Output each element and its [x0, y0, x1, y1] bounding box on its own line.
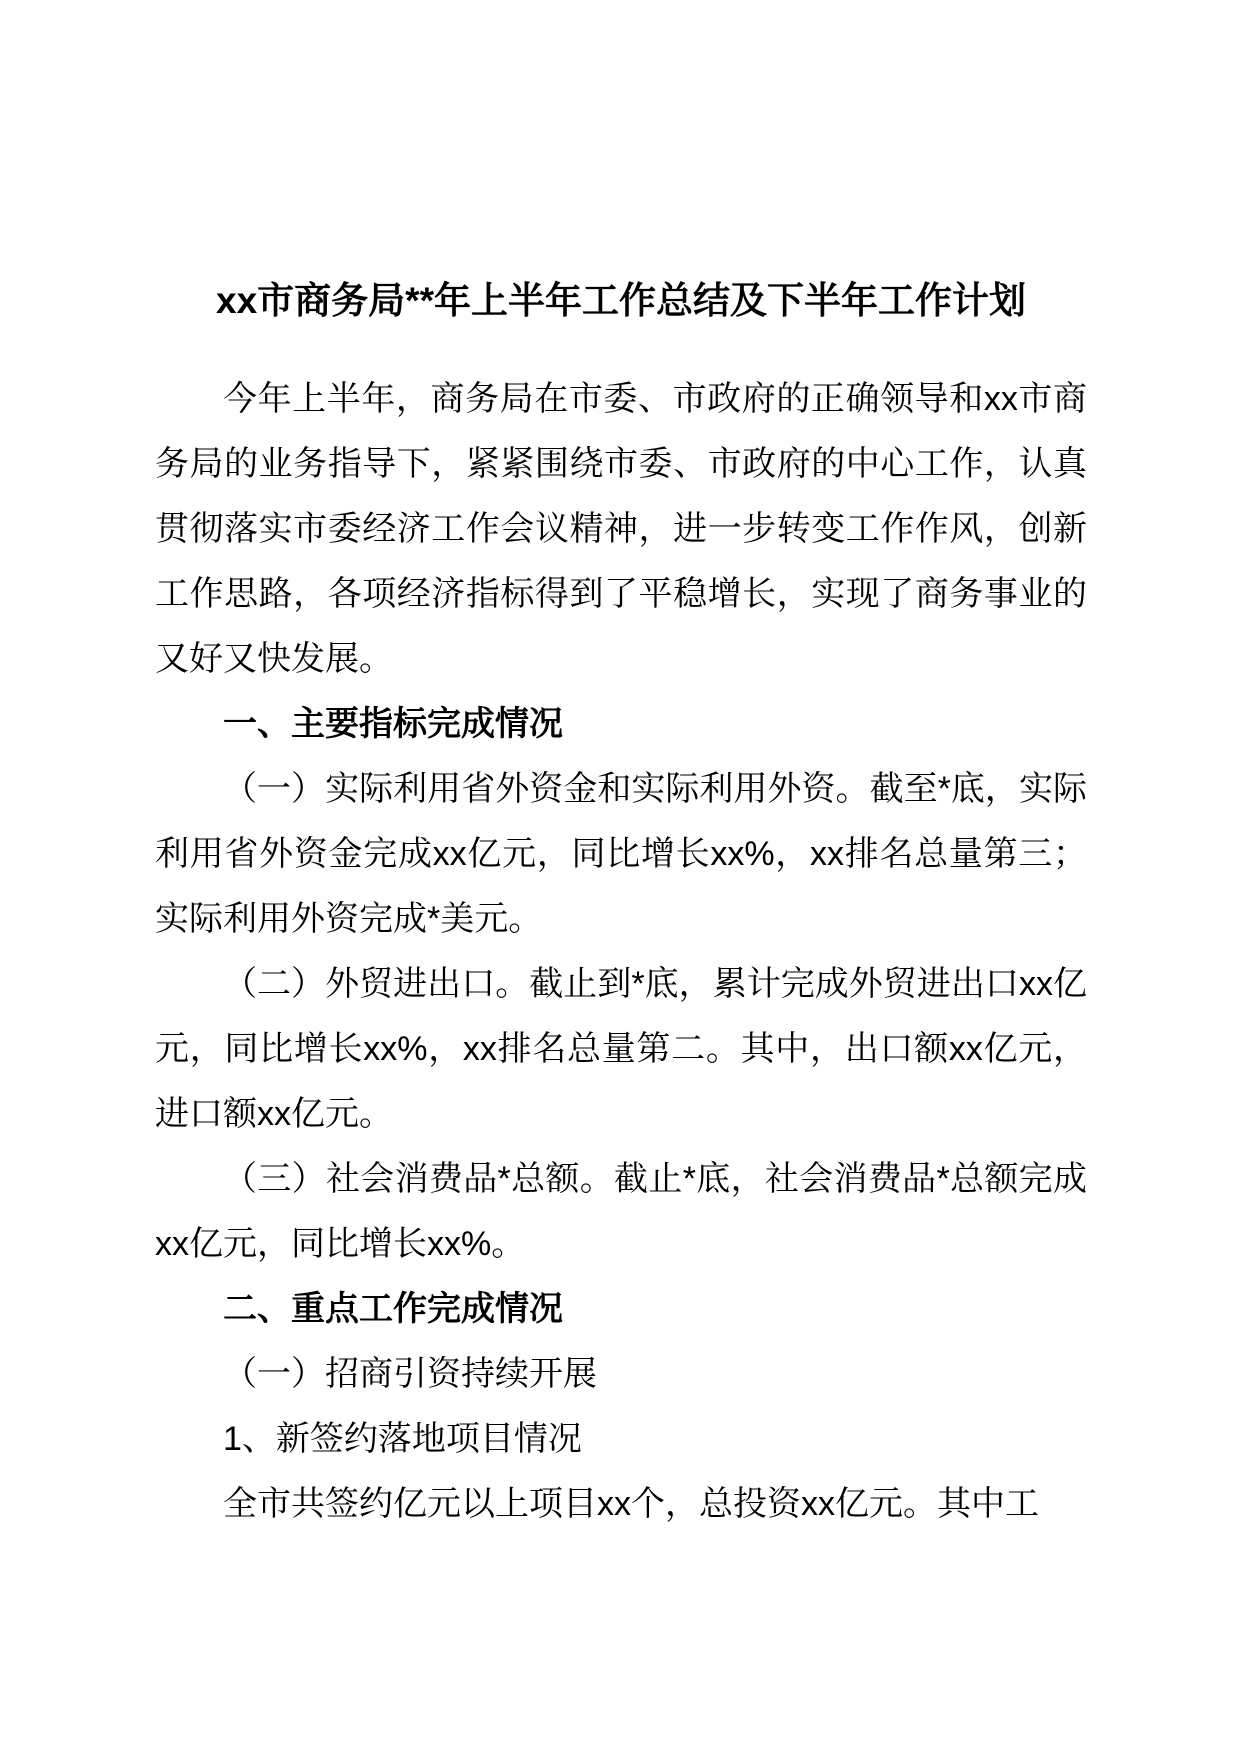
document-title: xx市商务局**年上半年工作总结及下半年工作计划 [216, 280, 1026, 321]
paragraph-indicator-provincial-funds: （一）实际利用省外资金和实际利用外资。截至*底，实际利用省外资金完成xx亿元，同比增长xx%，xx排名总量第三；实际利用外资完成*美元。 [155, 770, 1087, 938]
paragraph-subitem-new-projects: 1、新签约落地项目情况 [223, 1420, 582, 1458]
section-heading-1: 一、主要指标完成情况 [223, 705, 563, 743]
paragraph-subsection-investment: （一）招商引资持续开展 [223, 1355, 597, 1393]
section-heading-2: 二、重点工作完成情况 [223, 1290, 563, 1328]
paragraph-intro: 今年上半年，商务局在市委、市政府的正确领导和xx市商务局的业务指导下，紧紧围绕市委、市政府的中心工作，认真贯彻落实市委经济工作会议精神，进一步转变工作作风，创新工作思路，各项经济指标得到了平稳增长，实现了商务事业的又好又快发展。 [155, 380, 1087, 678]
paragraph-indicator-consumer-goods: （三）社会消费品*总额。截止*底，社会消费品*总额完成xx亿元，同比增长xx%。 [155, 1160, 1087, 1263]
paragraph-indicator-foreign-trade: （二）外贸进出口。截止到*底，累计完成外贸进出口xx亿元，同比增长xx%，xx排名总量第二。其中，出口额xx亿元，进口额xx亿元。 [155, 965, 1087, 1133]
paragraph-project-summary: 全市共签约亿元以上项目xx个，总投资xx亿元。其中工 [223, 1485, 1039, 1523]
